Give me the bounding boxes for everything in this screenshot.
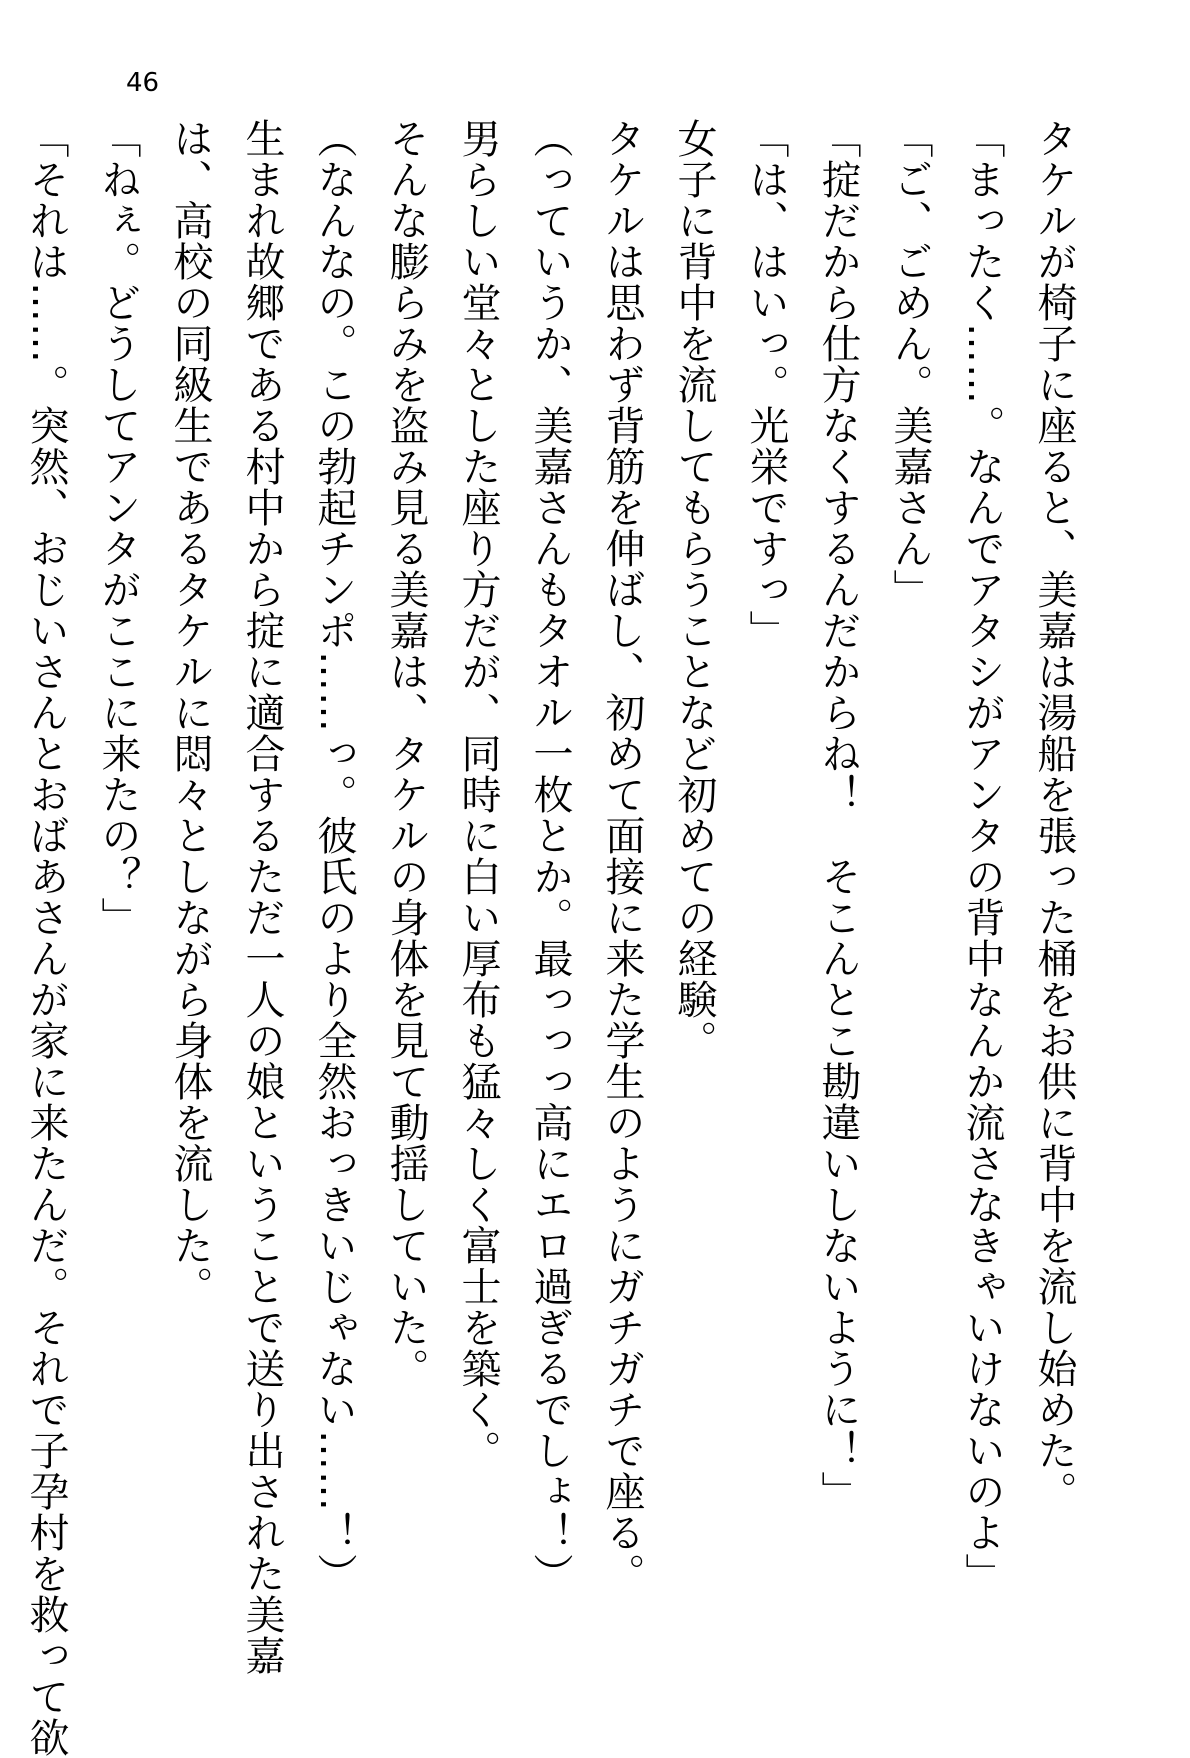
text-line [0, 118, 10, 1618]
text-line: そんな膨らみを盗み見る美嘉は、タケルの身体を見て動揺していた。 [383, 118, 429, 1389]
text-line: タケルが椅子に座ると、美嘉は湯船を張った桶をお供に背中を流し始めた。 [1031, 118, 1077, 1512]
text-line: 「ねぇ。どうしてアンタがここに来たの？」 [95, 118, 141, 938]
body-text [0, 118, 1090, 1758]
text-line: 「ご、ごめん。美嘉さん」 [887, 118, 933, 610]
page-number: 46 [126, 68, 160, 98]
text-line: は、高校の同級生であるタケルに悶々としながら身体を流した。 [167, 118, 213, 1307]
text-line: （っていうか、美嘉さんもタオル一枚とか。最っっっ高にエロ過ぎるでしょ！） [527, 118, 573, 1594]
text-line: 「まったく……。なんでアタシがアンタの背中なんか流さなきゃいけないのよ」 [959, 118, 1005, 1594]
text-line: 「掟だから仕方なくするんだからね！ そこんとこ勘違いしないように！」 [815, 118, 861, 1512]
text-line: 女子に背中を流してもらうことなど初めての経験。 [671, 118, 717, 1061]
text-line: 生まれ故郷である村中から掟に適合するただ一人の娘ということで送り出された美嘉 [239, 118, 285, 1676]
text-line: （なんなの。この勃起チンポ……っ。彼氏のより全然おっきいじゃない……！） [311, 118, 357, 1594]
text-line: 「それは……。突然、おじいさんとおばあさんが家に来たんだ。それで子孕村を救って欲 [23, 118, 69, 1758]
text-line: 「は、はいっ。光栄ですっ」 [743, 118, 789, 651]
text-line: タケルは思わず背筋を伸ばし、初めて面接に来た学生のようにガチガチで座る。 [599, 118, 645, 1594]
text-line: 男らしい堂々とした座り方だが、同時に白い厚布も猛々しく富士を築く。 [455, 118, 501, 1471]
